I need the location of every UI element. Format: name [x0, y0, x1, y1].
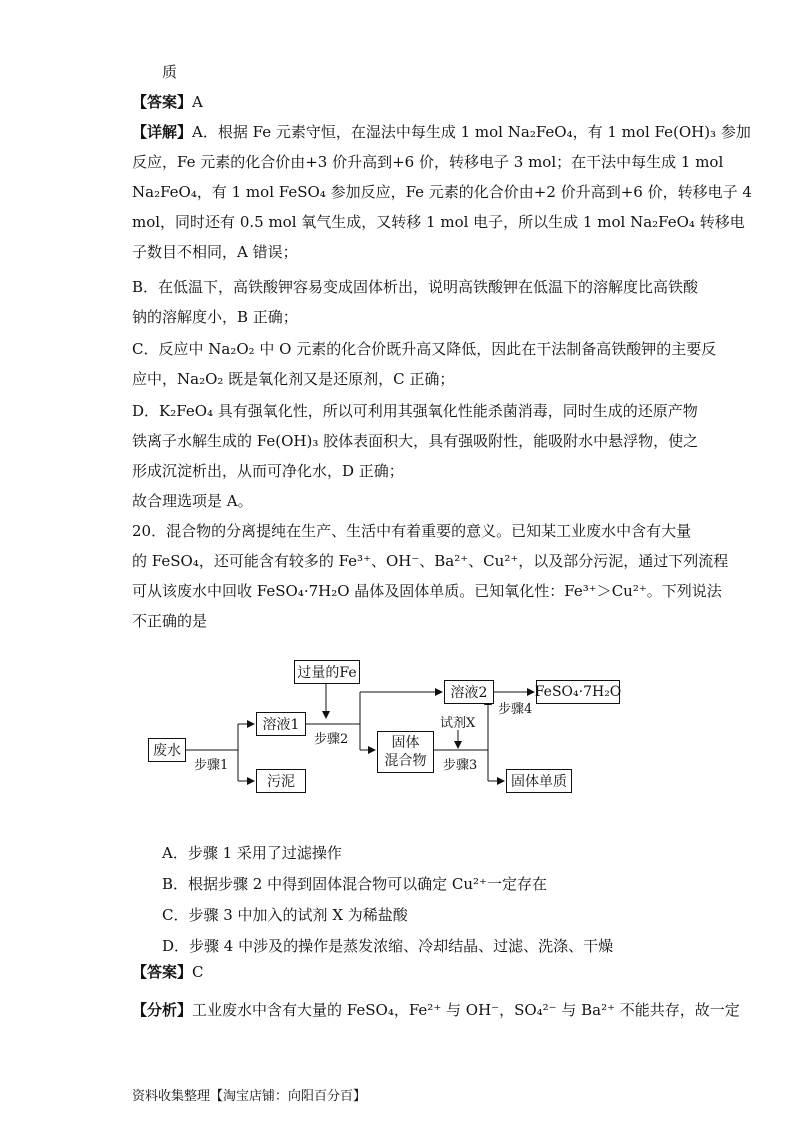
analysis-label: 【分析】 [132, 1001, 193, 1019]
footer-note: 资料收集整理【淘宝店铺：向阳百分百】 [132, 1089, 367, 1104]
q20-line3: 可从该废水中回收 FeSO₄·7H₂O 晶体及固体单质。已知氧化性：Fe³⁺＞Cu²⁺。下列说法 [132, 582, 722, 600]
q20-line1: 20．混合物的分离提纯在生产、生活中有着重要的意义。已知某工业废水中含有大量 [132, 522, 692, 540]
detail-c1: C．反应中 Na₂O₂ 中 O 元素的化合价既升高又降低，因此在干法制备高铁酸钾的主要反 [132, 340, 717, 358]
mix-line2: 混合物 [384, 753, 427, 769]
label-step2: 步骤2 [314, 732, 349, 747]
detail-label: 【详解】 [132, 123, 193, 141]
detail-a5: 子数目不相同，A 错误； [132, 243, 298, 261]
label-step1: 步骤1 [194, 758, 229, 773]
box-solid-element: 固体单质 [506, 769, 572, 793]
analysis-text: 工业废水中含有大量的 FeSO₄，Fe²⁺ 与 OH⁻，SO₄²⁻ 与 Ba²⁺ 不能共存，故一定 [192, 1001, 740, 1019]
box-solid-mixture [377, 731, 434, 773]
detail-d2: 铁离子水解生成的 Fe(OH)₃ 胶体表面积大，具有强吸附性，能吸附水中悬浮物，使之 [132, 432, 699, 450]
box-solution2: 溶液2 [444, 680, 494, 704]
analysis [132, 1000, 740, 1020]
mix-line1: 固体 [391, 735, 420, 751]
option-d: D．步骤 4 中涉及的操作是蒸发浓缩、冷却结晶、过滤、洗涤、干燥 [162, 937, 614, 955]
detail-d1: D．K₂FeO₄ 具有强氧化性，所以可利用其强氧化性能杀菌消毒，同时生成的还原产物 [132, 402, 698, 420]
label-step3: 步骤3 [443, 758, 478, 773]
answer-value: A [192, 93, 203, 111]
detail-b2: 钠的溶解度小，B 正确； [132, 308, 298, 326]
box-solution1: 溶液1 [256, 712, 306, 736]
option-c: C．步骤 3 中加入的试剂 X 为稀盐酸 [162, 906, 408, 924]
box-sludge: 污泥 [256, 769, 306, 793]
box-excess-fe: 过量的Fe [294, 660, 360, 684]
q20-line2: 的 FeSO₄，还可能含有较多的 Fe³⁺、OH⁻、Ba²⁺、Cu²⁺，以及部分污泥，通过下列流程 [132, 552, 729, 570]
detail-a3: Na₂FeO₄，有 1 mol FeSO₄ 参加反应，Fe 元素的化合价由+2 价升高到+6 价，转移电子 4 [132, 183, 752, 201]
answer-2 [132, 962, 204, 982]
detail-text: A．根据 Fe 元素守恒，在湿法中每生成 1 mol Na₂FeO₄，有 1 mol Fe(OH)₃ 参加 [192, 123, 751, 141]
detail-b1: B．在低温下，高铁酸钾容易变成固体析出，说明高铁酸钾在低温下的溶解度比高铁酸 [132, 278, 699, 296]
detail-a2: 反应，Fe 元素的化合价由+3 价升高到+6 价，转移电子 3 mol；在干法中每生成 1 mol [132, 153, 724, 171]
answer2-value: C [192, 963, 204, 981]
detail-d3: 形成沉淀析出，从而可净化水，D 正确； [132, 462, 404, 480]
label-reagent-x: 试剂X [440, 716, 476, 731]
label-step4: 步骤4 [498, 702, 533, 717]
q20-line4: 不正确的是 [132, 612, 208, 630]
detail-c2: 应中，Na₂O₂ 既是氧化剂又是还原剂，C 正确； [132, 370, 455, 388]
detail-a4: mol，同时还有 0.5 mol 氧气生成，又转移 1 mol 电子，所以生成 1 mol Na₂FeO₄ 转移电 [132, 213, 745, 231]
answer2-label: 【答案】 [132, 963, 193, 981]
top-char: 质 [162, 63, 178, 81]
box-waste: 废水 [148, 738, 186, 762]
option-a: A．步骤 1 采用了过滤操作 [162, 844, 342, 862]
answer-label: 【答案】 [132, 93, 193, 111]
box-product: FeSO₄·7H₂O [536, 680, 620, 704]
detail-conclusion: 故合理选项是 A。 [132, 492, 253, 510]
option-b: B．根据步骤 2 中得到固体混合物可以确定 Cu²⁺一定存在 [162, 875, 547, 893]
